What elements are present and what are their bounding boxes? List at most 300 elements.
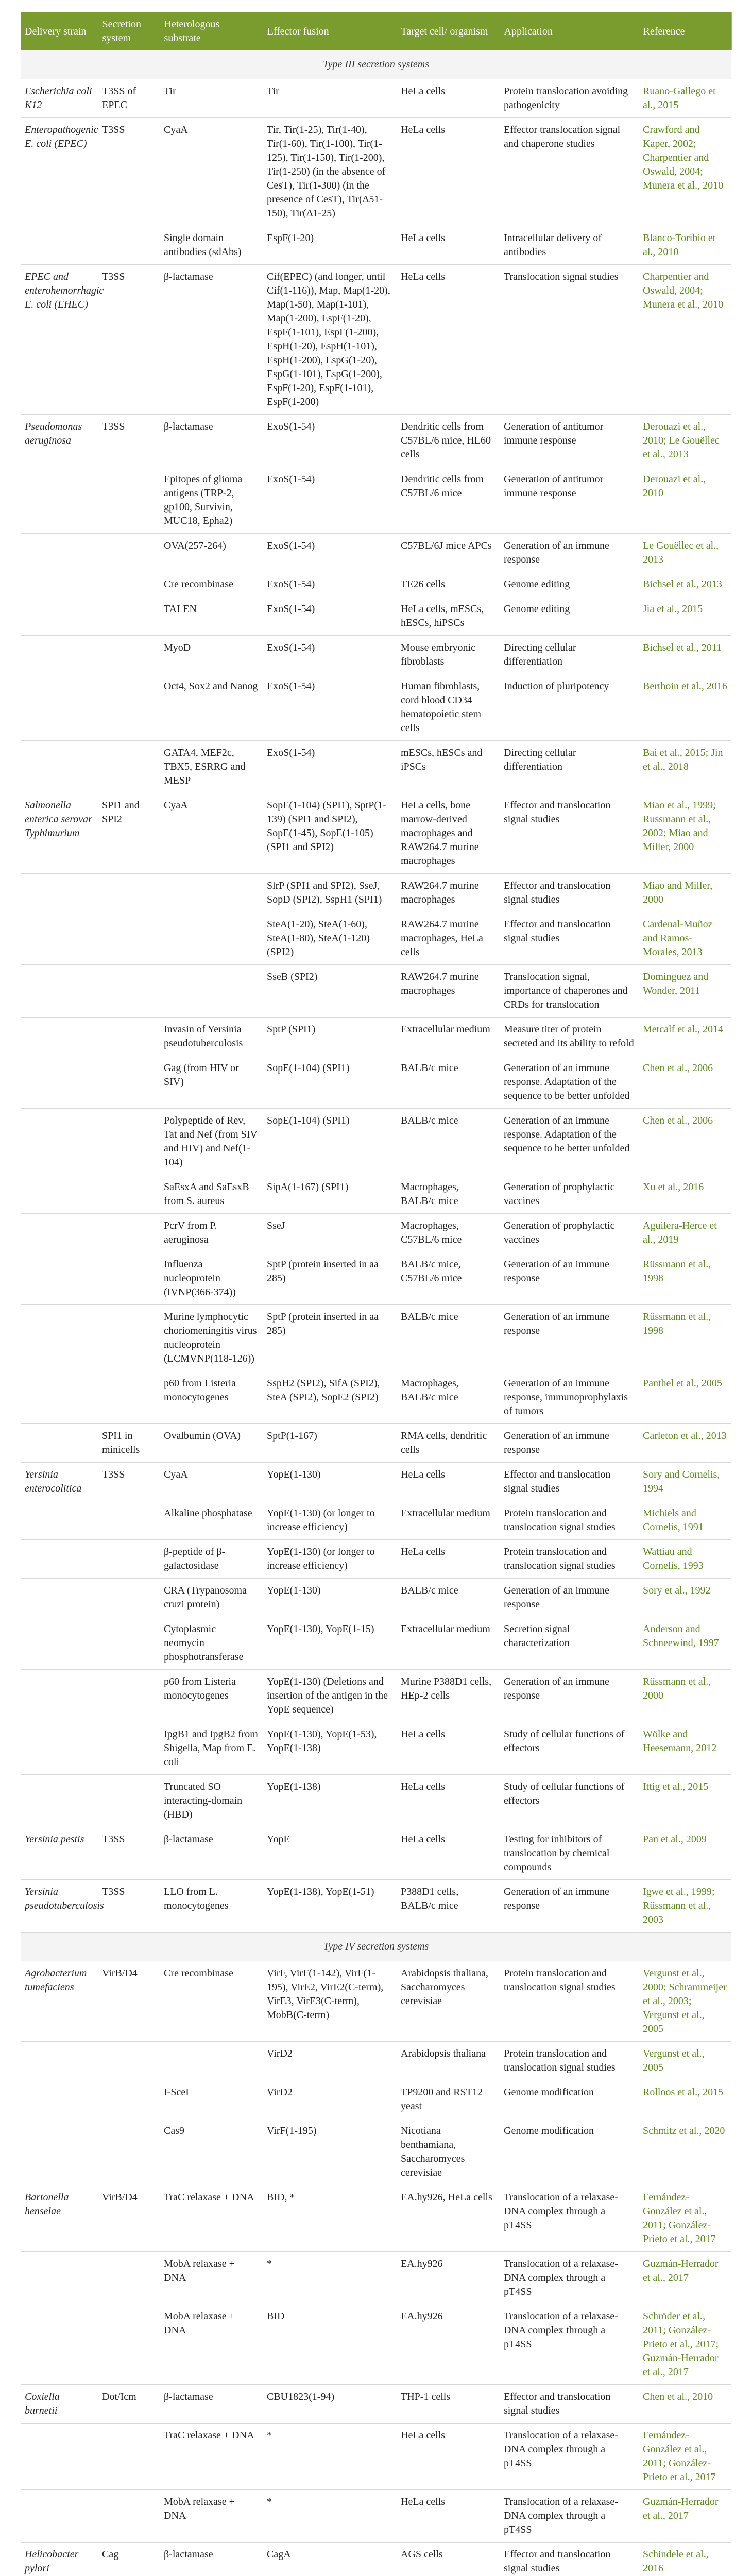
table-row xyxy=(21,1018,731,1056)
cell-substrate xyxy=(160,912,263,965)
table-row xyxy=(21,572,731,597)
cell-ref[interactable]: Sory et al., 1992 xyxy=(639,1579,731,1617)
cell-system xyxy=(98,1670,160,1722)
table-row xyxy=(21,793,731,874)
cell-strain xyxy=(21,1540,98,1579)
table-row xyxy=(21,1540,731,1579)
cell-system xyxy=(98,741,160,793)
table-row xyxy=(21,1305,731,1371)
cell-application: Induction of pluripotency xyxy=(500,674,639,741)
cell-ref[interactable]: Bai et al., 2015; Jin et al., 2018 xyxy=(639,741,731,793)
cell-substrate: Truncated SO interacting-domain (HBD) xyxy=(160,1775,263,1827)
cell-ref[interactable]: Derouazi et al., 2010; Le Gouëllec et al., 2013 xyxy=(639,415,731,467)
cell-ref[interactable]: Guzmán-Herrador et al., 2017 xyxy=(639,2252,731,2304)
cell-fusion: * xyxy=(263,2424,397,2490)
cell-substrate: CyaA xyxy=(160,1463,263,1501)
table-row xyxy=(21,1463,731,1501)
cell-ref[interactable]: Guzmán-Herrador et al., 2017 xyxy=(639,2490,731,2543)
cell-system: SPI1 in minicells xyxy=(98,1424,160,1463)
table-row xyxy=(21,1775,731,1827)
cell-strain xyxy=(21,1018,98,1056)
table-row xyxy=(21,1827,731,1880)
cell-target: TP9200 and RST12 yeast xyxy=(397,2080,500,2119)
cell-application: Testing for inhibitors of translocation by chemical compounds xyxy=(500,1827,639,1880)
cell-system xyxy=(98,1305,160,1371)
cell-substrate: Invasin of Yersinia pseudotuberculosis xyxy=(160,1018,263,1056)
cell-fusion: YopE(1-130) (Deletions and insertion of the antigen in the YopE sequence) xyxy=(263,1670,397,1722)
cell-ref[interactable]: Metcalf et al., 2014 xyxy=(639,1018,731,1056)
cell-substrate: β-peptide of β-galactosidase xyxy=(160,1540,263,1579)
cell-target: HeLa cells xyxy=(397,226,500,265)
cell-application: Translocation of a relaxase-DNA complex through a pT4SS xyxy=(500,2424,639,2490)
cell-strain xyxy=(21,965,98,1018)
cell-fusion: Tir xyxy=(263,79,397,118)
cell-target: Extracellular medium xyxy=(397,1018,500,1056)
cell-system: Cag xyxy=(98,2543,160,2576)
cell-substrate: Cre recombinase xyxy=(160,572,263,597)
cell-target: Extracellular medium xyxy=(397,1617,500,1670)
table-row xyxy=(21,118,731,226)
cell-target: BALB/c mice xyxy=(397,1305,500,1371)
table-row xyxy=(21,226,731,265)
cell-system: SPI1 and SPI2 xyxy=(98,793,160,874)
table-row xyxy=(21,1056,731,1109)
cell-substrate: GATA4, MEF2c, TBX5, ESRRG and MESP xyxy=(160,741,263,793)
cell-substrate: Polypeptide of Rev, Tat and Nef (from SIV and HIV) and Nef(1-104) xyxy=(160,1109,263,1175)
cell-ref[interactable]: Jia et al., 2015 xyxy=(639,597,731,636)
cell-substrate: SaEsxA and SaEsxB from S. aureus xyxy=(160,1175,263,1214)
cell-substrate: Alkaline phosphatase xyxy=(160,1501,263,1540)
cell-strain xyxy=(21,2119,98,2185)
cell-target: mESCs, hESCs and iPSCs xyxy=(397,741,500,793)
cell-fusion: YopE(1-130), YopE(1-15) xyxy=(263,1617,397,1670)
cell-strain xyxy=(21,636,98,674)
table-row xyxy=(21,912,731,965)
cell-system: T3SS xyxy=(98,1463,160,1501)
cell-strain xyxy=(21,1670,98,1722)
cell-ref[interactable]: Cardenal-Muñoz and Ramos-Morales, 2013 xyxy=(639,912,731,965)
cell-strain xyxy=(21,2252,98,2304)
cell-application: Generation of an immune response xyxy=(500,1424,639,1463)
cell-application: Translocation of a relaxase-DNA complex through a pT4SS xyxy=(500,2304,639,2385)
cell-ref[interactable]: Carleton et al., 2013 xyxy=(639,1424,731,1463)
col-application: Application xyxy=(500,12,639,50)
cell-application: Study of cellular functions of effectors xyxy=(500,1775,639,1827)
cell-strain xyxy=(21,572,98,597)
table-row xyxy=(21,1670,731,1722)
cell-fusion: VirD2 xyxy=(263,2042,397,2080)
cell-substrate: TALEN xyxy=(160,597,263,636)
cell-system xyxy=(98,1722,160,1775)
cell-ref[interactable]: Rüssmann et al., 1998 xyxy=(639,1252,731,1305)
cell-strain xyxy=(21,1501,98,1540)
cell-system: VirB/D4 xyxy=(98,1961,160,2042)
cell-target: Human fibroblasts, cord blood CD34+ hematopoietic stem cells xyxy=(397,674,500,741)
cell-target: HeLa cells xyxy=(397,1463,500,1501)
cell-strain: Escherichia coli K12 xyxy=(21,79,98,118)
cell-application: Genome modification xyxy=(500,2119,639,2185)
cell-system xyxy=(98,2490,160,2543)
cell-application: Generation of antitumor immune response xyxy=(500,467,639,534)
table-row xyxy=(21,415,731,467)
cell-ref[interactable]: Charpentier and Oswald, 2004; Munera et al., 2010 xyxy=(639,265,731,415)
cell-system xyxy=(98,572,160,597)
cell-target: HeLa cells xyxy=(397,265,500,415)
cell-ref[interactable]: Blanco-Toribio et al., 2010 xyxy=(639,226,731,265)
cell-system xyxy=(98,2252,160,2304)
header-row xyxy=(21,12,731,50)
cell-system xyxy=(98,1175,160,1214)
cell-ref[interactable]: Wölke and Heesemann, 2012 xyxy=(639,1722,731,1775)
cell-ref[interactable]: Rüssmann et al., 1998 xyxy=(639,1305,731,1371)
cell-ref[interactable]: Xu et al., 2016 xyxy=(639,1175,731,1214)
cell-fusion: YopE(1-130) (or longer to increase efficiency) xyxy=(263,1501,397,1540)
cell-strain xyxy=(21,741,98,793)
cell-application: Translocation of a relaxase-DNA complex through a pT4SS xyxy=(500,2252,639,2304)
table-row xyxy=(21,674,731,741)
cell-fusion: YopE(1-130) xyxy=(263,1579,397,1617)
cell-application: Generation of an immune response xyxy=(500,1252,639,1305)
cell-target: HeLa cells xyxy=(397,1827,500,1880)
cell-ref[interactable]: Pan et al., 2009 xyxy=(639,1827,731,1880)
cell-system xyxy=(98,1775,160,1827)
cell-application: Translocation of a relaxase-DNA complex through a pT4SS xyxy=(500,2490,639,2543)
table-row xyxy=(21,1880,731,1933)
cell-system: T3SS xyxy=(98,265,160,415)
table-row xyxy=(21,2304,731,2385)
cell-system: T3SS xyxy=(98,1827,160,1880)
cell-strain xyxy=(21,2490,98,2543)
cell-strain xyxy=(21,1722,98,1775)
cell-substrate xyxy=(160,874,263,912)
cell-substrate: Cytoplasmic neomycin phosphotransferase xyxy=(160,1617,263,1670)
table-row xyxy=(21,1617,731,1670)
cell-substrate: CyaA xyxy=(160,118,263,226)
cell-strain xyxy=(21,1424,98,1463)
cell-target: Arabidopsis thaliana, Saccharomyces cerevisiae xyxy=(397,1961,500,2042)
cell-fusion: SlrP (SPI1 and SPI2), SseJ, SopD (SPI2), SspH1 (SPI1) xyxy=(263,874,397,912)
cell-strain: EPEC and enterohemorrhagic E. coli (EHEC) xyxy=(21,265,98,415)
table-row xyxy=(21,636,731,674)
table-row xyxy=(21,467,731,534)
cell-fusion: CBU1823(1-94) xyxy=(263,2385,397,2424)
cell-substrate: TraC relaxase + DNA xyxy=(160,2424,263,2490)
cell-substrate: Gag (from HIV or SIV) xyxy=(160,1056,263,1109)
cell-target: Macrophages, BALB/c mice xyxy=(397,1371,500,1424)
cell-fusion: VirF(1-195) xyxy=(263,2119,397,2185)
cell-target: HeLa cells xyxy=(397,2490,500,2543)
cell-fusion: SspH2 (SPI2), SifA (SPI2), SteA (SPI2), SopE2 (SPI2) xyxy=(263,1371,397,1424)
section-header xyxy=(21,50,731,79)
cell-system xyxy=(98,1018,160,1056)
cell-strain xyxy=(21,1579,98,1617)
cell-application: Study of cellular functions of effectors xyxy=(500,1722,639,1775)
cell-target: Dendritic cells from C57BL/6 mice, HL60 cells xyxy=(397,415,500,467)
cell-substrate: p60 from Listeria monocytogenes xyxy=(160,1371,263,1424)
cell-substrate xyxy=(160,2042,263,2080)
cell-ref[interactable]: Sory and Cornelis, 1994 xyxy=(639,1463,731,1501)
table-row xyxy=(21,2385,731,2424)
cell-target: Macrophages, C57BL/6 mice xyxy=(397,1214,500,1252)
cell-ref[interactable]: Ruano-Gallego et al., 2015 xyxy=(639,79,731,118)
cell-system: T3SS xyxy=(98,415,160,467)
table-row xyxy=(21,597,731,636)
cell-ref[interactable]: Dominguez and Wonder, 2011 xyxy=(639,965,731,1018)
cell-fusion: ExoS(1-54) xyxy=(263,467,397,534)
cell-target: HeLa cells xyxy=(397,118,500,226)
cell-fusion: ExoS(1-54) xyxy=(263,636,397,674)
cell-substrate: Oct4, Sox2 and Nanog xyxy=(160,674,263,741)
cell-strain xyxy=(21,1175,98,1214)
cell-fusion: YopE(1-138) xyxy=(263,1775,397,1827)
table-row xyxy=(21,1214,731,1252)
cell-system xyxy=(98,2424,160,2490)
cell-system xyxy=(98,912,160,965)
cell-ref[interactable]: Rüssmann et al., 2000 xyxy=(639,1670,731,1722)
cell-ref[interactable]: Igwe et al., 1999; Rüssmann et al., 2003 xyxy=(639,1880,731,1933)
cell-substrate: p60 from Listeria monocytogenes xyxy=(160,1670,263,1722)
cell-target: HeLa cells xyxy=(397,1775,500,1827)
cell-target: EA.hy926 xyxy=(397,2252,500,2304)
cell-ref[interactable]: Le Gouëllec et al., 2013 xyxy=(639,534,731,572)
cell-application: Translocation signal, importance of chaperones and CRDs for translocation xyxy=(500,965,639,1018)
cell-system xyxy=(98,1617,160,1670)
cell-ref[interactable]: Rolloos et al., 2015 xyxy=(639,2080,731,2119)
cell-target: Nicotiana benthamiana, Saccharomyces cerevisiae xyxy=(397,2119,500,2185)
cell-substrate: I-SceI xyxy=(160,2080,263,2119)
cell-application: Effector and translocation signal studies xyxy=(500,2385,639,2424)
cell-ref[interactable]: Vergunst et al., 2000; Schrammeijer et al., 2003; Vergunst et al., 2005 xyxy=(639,1961,731,2042)
table-row xyxy=(21,1579,731,1617)
cell-strain: Agrobacterium tumefaciens xyxy=(21,1961,98,2042)
cell-ref[interactable]: Derouazi et al., 2010 xyxy=(639,467,731,534)
cell-application: Effector and translocation signal studies xyxy=(500,793,639,874)
cell-ref[interactable]: Chen et al., 2010 xyxy=(639,2385,731,2424)
cell-ref[interactable]: Crawford and Kaper, 2002; Charpentier and Oswald, 2004; Munera et al., 2010 xyxy=(639,118,731,226)
table-row xyxy=(21,2119,731,2185)
cell-target: RAW264.7 murine macrophages xyxy=(397,965,500,1018)
cell-system xyxy=(98,1540,160,1579)
table-row xyxy=(21,265,731,415)
cell-target: TE26 cells xyxy=(397,572,500,597)
table-row xyxy=(21,534,731,572)
cell-target: RAW264.7 murine macrophages, HeLa cells xyxy=(397,912,500,965)
cell-application: Generation of an immune response xyxy=(500,1305,639,1371)
cell-application: Effector and translocation signal studies xyxy=(500,2543,639,2576)
cell-ref[interactable]: Bichsel et al., 2013 xyxy=(639,572,731,597)
cell-substrate: MyoD xyxy=(160,636,263,674)
cell-target: HeLa cells xyxy=(397,2424,500,2490)
table-row xyxy=(21,1501,731,1540)
cell-application: Generation of an immune response xyxy=(500,1880,639,1933)
cell-ref[interactable]: Fernández-González et al., 2011; González-Prieto et al., 2017 xyxy=(639,2185,731,2252)
cell-fusion: YopE(1-130) (or longer to increase efficiency) xyxy=(263,1540,397,1579)
cell-strain xyxy=(21,1371,98,1424)
table-row xyxy=(21,1371,731,1424)
cell-target: HeLa cells, mESCs, hESCs, hiPSCs xyxy=(397,597,500,636)
cell-system: Dot/Icm xyxy=(98,2385,160,2424)
cell-target: Macrophages, BALB/c mice xyxy=(397,1175,500,1214)
cell-ref[interactable]: Miao and Miller, 2000 xyxy=(639,874,731,912)
cell-target: BALB/c mice xyxy=(397,1109,500,1175)
cell-fusion: * xyxy=(263,2490,397,2543)
cell-system xyxy=(98,2042,160,2080)
cell-substrate: MobA relaxase + DNA xyxy=(160,2490,263,2543)
cell-substrate: OVA(257-264) xyxy=(160,534,263,572)
cell-ref[interactable]: Chen et al., 2006 xyxy=(639,1056,731,1109)
cell-substrate: Influenza nucleoprotein (IVNP(366-374)) xyxy=(160,1252,263,1305)
cell-strain: Yersinia pseudotuberculosis xyxy=(21,1880,98,1933)
cell-strain xyxy=(21,1214,98,1252)
cell-ref[interactable]: Chen et al., 2006 xyxy=(639,1109,731,1175)
table-row xyxy=(21,965,731,1018)
cell-strain xyxy=(21,674,98,741)
cell-substrate: CRA (Trypanosoma cruzi protein) xyxy=(160,1579,263,1617)
col-secretion-system: Secretion system xyxy=(98,12,160,50)
cell-substrate: PcrV from P. aeruginosa xyxy=(160,1214,263,1252)
cell-substrate: LLO from L. monocytogenes xyxy=(160,1880,263,1933)
col-heterologous-substrate: Heterologous substrate xyxy=(160,12,263,50)
cell-target: Mouse embryonic fibroblasts xyxy=(397,636,500,674)
table-row xyxy=(21,2490,731,2543)
cell-ref[interactable]: Aguilera-Herce et al., 2019 xyxy=(639,1214,731,1252)
cell-fusion: ExoS(1-54) xyxy=(263,534,397,572)
table-row xyxy=(21,1722,731,1775)
cell-strain: Yersinia enterocolitica xyxy=(21,1463,98,1501)
cell-application: Generation of an immune response xyxy=(500,1579,639,1617)
cell-ref[interactable]: Michiels and Cornelis, 1991 xyxy=(639,1501,731,1540)
cell-application: Effector and translocation signal studies xyxy=(500,1463,639,1501)
cell-target: Extracellular medium xyxy=(397,1501,500,1540)
cell-system xyxy=(98,1056,160,1109)
cell-application: Genome editing xyxy=(500,572,639,597)
cell-target: EA.hy926 xyxy=(397,2304,500,2385)
cell-fusion: ExoS(1-54) xyxy=(263,415,397,467)
cell-ref[interactable]: Wattiau and Cornelis, 1993 xyxy=(639,1540,731,1579)
table-row xyxy=(21,1424,731,1463)
table-row xyxy=(21,1109,731,1175)
cell-system xyxy=(98,597,160,636)
cell-application: Protein translocation avoiding pathogenicity xyxy=(500,79,639,118)
cell-strain xyxy=(21,1305,98,1371)
cell-target: P388D1 cells, BALB/c mice xyxy=(397,1880,500,1933)
cell-target: AGS cells xyxy=(397,2543,500,2576)
cell-target: BALB/c mice, C57BL/6 mice xyxy=(397,1252,500,1305)
cell-strain: Coxiella burnetii xyxy=(21,2385,98,2424)
cell-target: HeLa cells, bone marrow-derived macrophages and RAW264.7 murine macrophages xyxy=(397,793,500,874)
cell-strain: Helicobacter pylori xyxy=(21,2543,98,2576)
cell-substrate: Cre recombinase xyxy=(160,1961,263,2042)
cell-system xyxy=(98,1371,160,1424)
cell-application: Generation of an immune response, immunoprophylaxis of tumors xyxy=(500,1371,639,1424)
cell-substrate: TraC relaxase + DNA xyxy=(160,2185,263,2252)
cell-fusion: Tir, Tir(1-25), Tir(1-40), Tir(1-60), Tir(1-100), Tir(1-125), Tir(1-150), Tir(1-200), Tir(1-250) (in the absence of CesT), Tir(1-300) (in the presence of CesT), Tir(Δ51-150), Tir(Δ1-25) xyxy=(263,118,397,226)
cell-fusion: ExoS(1-54) xyxy=(263,741,397,793)
cell-substrate: Cas9 xyxy=(160,2119,263,2185)
cell-strain: Bartonella henselae xyxy=(21,2185,98,2252)
cell-system xyxy=(98,2119,160,2185)
cell-target: BALB/c mice xyxy=(397,1579,500,1617)
cell-strain xyxy=(21,2042,98,2080)
cell-fusion: * xyxy=(263,2252,397,2304)
cell-ref[interactable]: Schmitz et al., 2020 xyxy=(639,2119,731,2185)
cell-system xyxy=(98,674,160,741)
cell-application: Protein translocation and translocation signal studies xyxy=(500,1540,639,1579)
cell-substrate: Ovalbumin (OVA) xyxy=(160,1424,263,1463)
cell-fusion: ExoS(1-54) xyxy=(263,572,397,597)
cell-ref[interactable]: Panthel et al., 2005 xyxy=(639,1371,731,1424)
cell-strain xyxy=(21,534,98,572)
cell-ref[interactable]: Ittig et al., 2015 xyxy=(639,1775,731,1827)
cell-fusion: SptP (SPI1) xyxy=(263,1018,397,1056)
cell-fusion: YopE xyxy=(263,1827,397,1880)
cell-ref[interactable]: Vergunst et al., 2005 xyxy=(639,2042,731,2080)
cell-fusion: YopE(1-130) xyxy=(263,1463,397,1501)
cell-fusion: BID, * xyxy=(263,2185,397,2252)
cell-substrate: CyaA xyxy=(160,793,263,874)
table-row xyxy=(21,2424,731,2490)
table-row xyxy=(21,1961,731,2042)
cell-application: Secretion signal characterization xyxy=(500,1617,639,1670)
cell-ref[interactable]: Bichsel et al., 2011 xyxy=(639,636,731,674)
cell-application: Genome editing xyxy=(500,597,639,636)
col-effector-fusion: Effector fusion xyxy=(263,12,397,50)
document xyxy=(21,12,731,2576)
cell-strain xyxy=(21,912,98,965)
cell-system xyxy=(98,2080,160,2119)
cell-application: Protein translocation and translocation signal studies xyxy=(500,2042,639,2080)
cell-strain xyxy=(21,467,98,534)
cell-target: BALB/c mice xyxy=(397,1056,500,1109)
cell-system xyxy=(98,1252,160,1305)
cell-ref[interactable]: Schröder et al., 2011; González-Prieto et al., 2017; Guzmán-Herrador et al., 2017 xyxy=(639,2304,731,2385)
table-row xyxy=(21,79,731,118)
cell-ref[interactable]: Miao et al., 1999; Russmann et al., 2002; Miao and Miller, 2000 xyxy=(639,793,731,874)
col-delivery-strain: Delivery strain xyxy=(21,12,98,50)
cell-ref[interactable]: Schindele et al., 2016 xyxy=(639,2543,731,2576)
cell-strain xyxy=(21,2080,98,2119)
cell-system: T3SS of EPEC xyxy=(98,79,160,118)
cell-strain xyxy=(21,2304,98,2385)
cell-substrate: Epitopes of glioma antigens (TRP-2, gp100, Survivin, MUC18, Epha2) xyxy=(160,467,263,534)
table-row xyxy=(21,1252,731,1305)
cell-application: Effector translocation signal and chaperone studies xyxy=(500,118,639,226)
cell-substrate: β-lactamase xyxy=(160,265,263,415)
cell-application: Effector and translocation signal studies xyxy=(500,912,639,965)
cell-fusion: EspF(1-20) xyxy=(263,226,397,265)
cell-system xyxy=(98,636,160,674)
cell-fusion: SptP (protein inserted in aa 285) xyxy=(263,1252,397,1305)
cell-strain xyxy=(21,226,98,265)
cell-application: Translocation signal studies xyxy=(500,265,639,415)
cell-ref[interactable]: Fernández-González et al., 2011; González-Prieto et al., 2017 xyxy=(639,2424,731,2490)
cell-strain xyxy=(21,1617,98,1670)
cell-application: Generation of prophylactic vaccines xyxy=(500,1214,639,1252)
cell-substrate: IpgB1 and IpgB2 from Shigella, Map from E. coli xyxy=(160,1722,263,1775)
cell-application: Protein translocation and translocation signal studies xyxy=(500,1961,639,2042)
table-row xyxy=(21,2543,731,2576)
cell-ref[interactable]: Anderson and Schneewind, 1997 xyxy=(639,1617,731,1670)
cell-fusion: SptP (protein inserted in aa 285) xyxy=(263,1305,397,1371)
table-row xyxy=(21,2080,731,2119)
cell-strain xyxy=(21,1775,98,1827)
cell-strain xyxy=(21,1109,98,1175)
cell-fusion: ExoS(1-54) xyxy=(263,674,397,741)
cell-target: Dendritic cells from C57BL/6 mice xyxy=(397,467,500,534)
col-reference: Reference xyxy=(639,12,731,50)
cell-ref[interactable]: Berthoin et al., 2016 xyxy=(639,674,731,741)
cell-target: Arabidopsis thaliana xyxy=(397,2042,500,2080)
